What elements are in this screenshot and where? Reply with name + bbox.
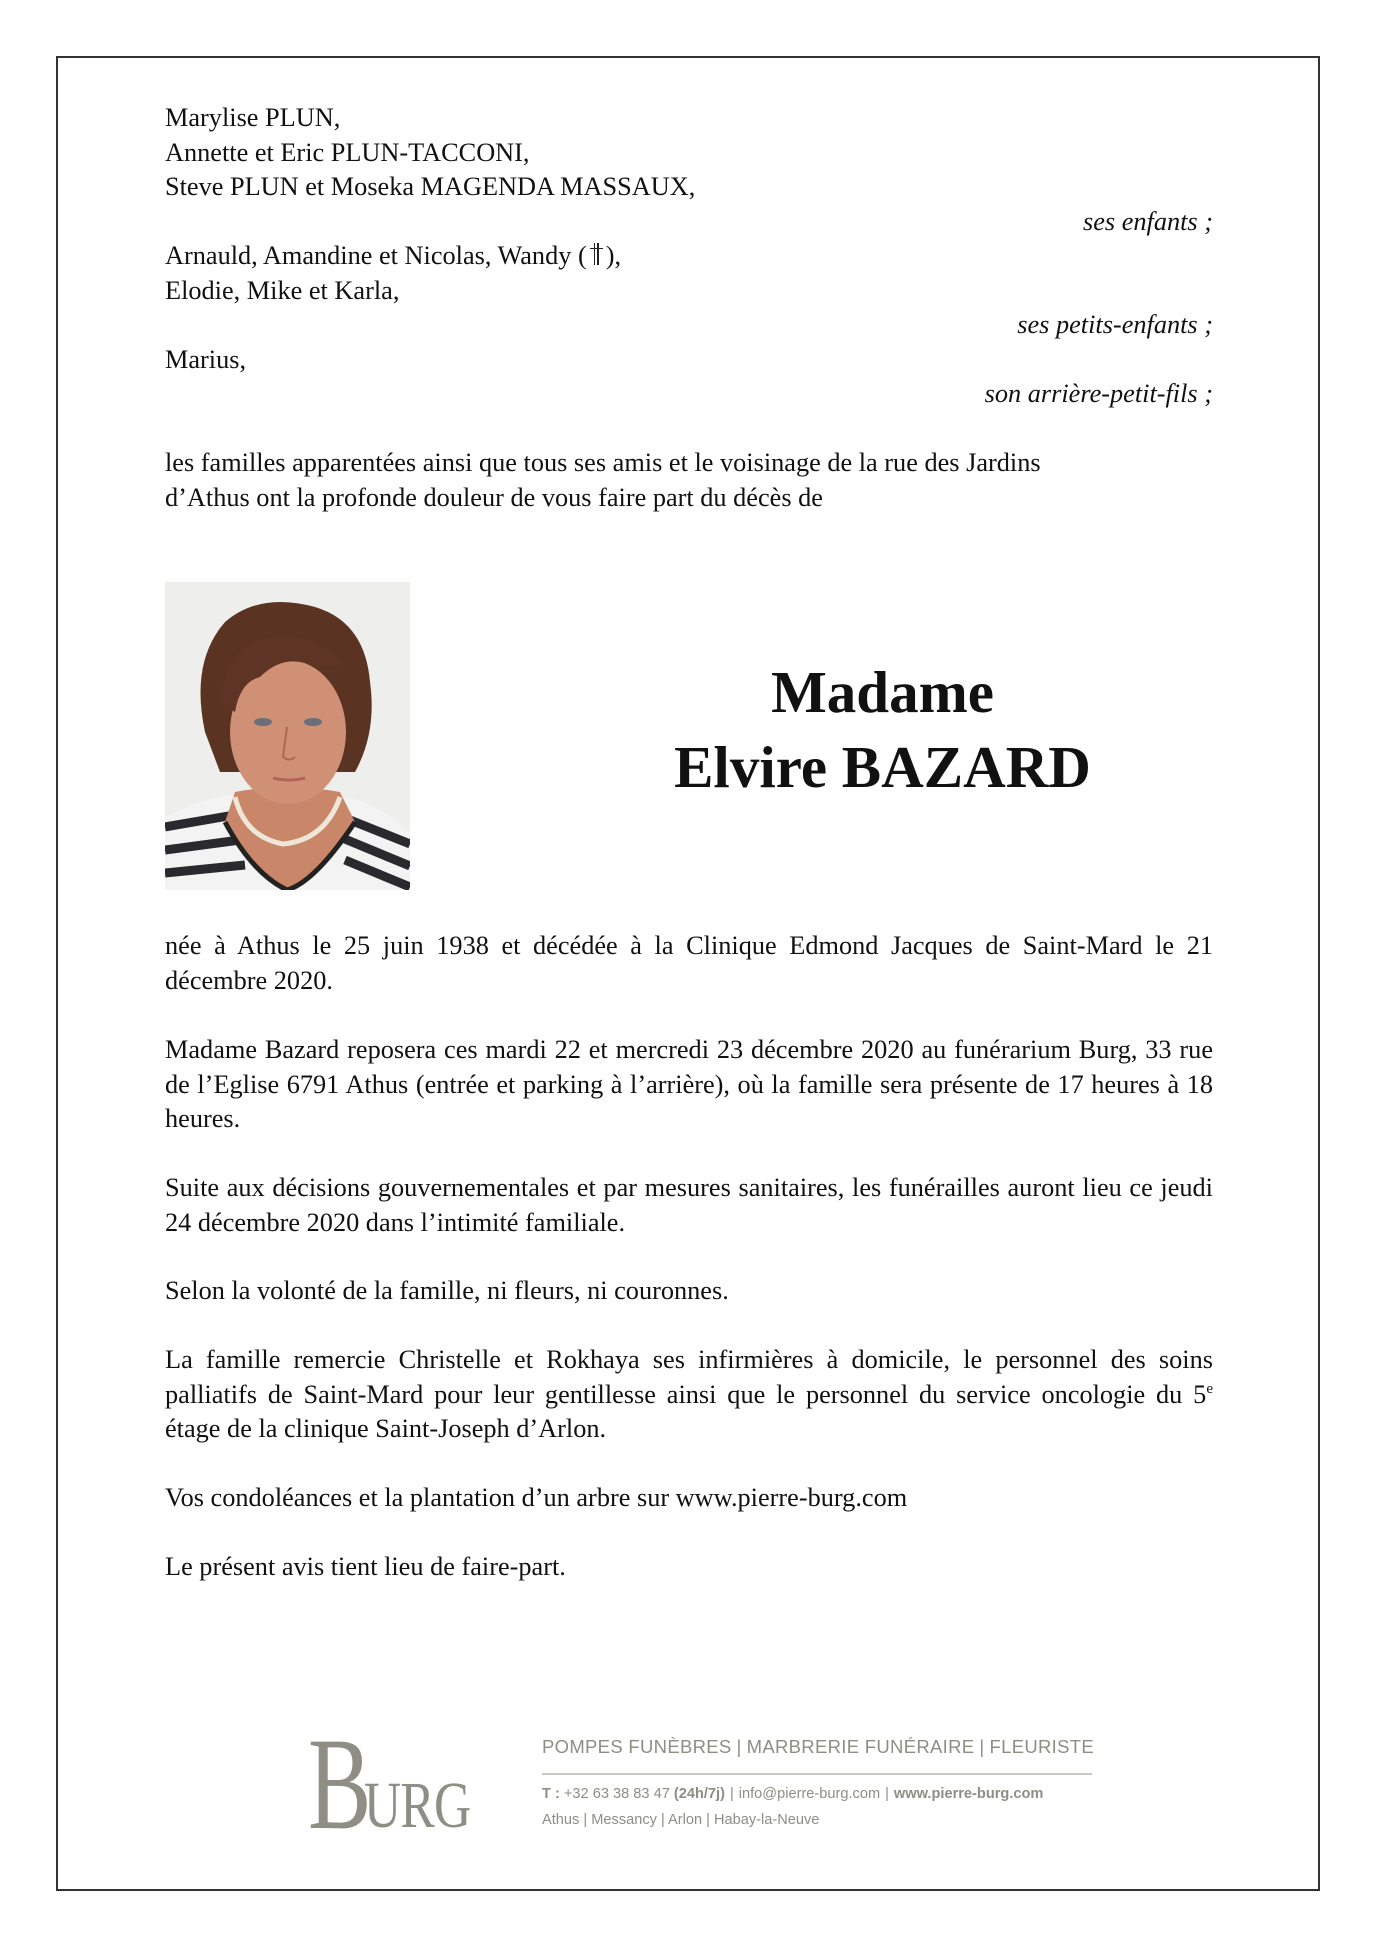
footer-divider [542, 1773, 1092, 1775]
intro-line: les familles apparentées ainsi que tous ses amis et le voisinage de la rue des Jardins [165, 448, 1041, 477]
great-grandchildren-label: son arrière-petit-fils ; [984, 379, 1213, 408]
ordinal-suffix: e [1206, 1380, 1213, 1397]
intro-text [165, 446, 1213, 515]
family-line: Marylise PLUN, [165, 103, 341, 132]
birth-death-paragraph: née à Athus le 25 juin 1938 et décédée à la Clinique Edmond Jacques de Saint-Mard le 21 décembre 2020. [165, 931, 1213, 995]
separator: | [736, 1736, 742, 1757]
phone-hours: (24h/7j) [673, 1786, 725, 1802]
thanks-text: La famille remercie Christelle et Rokhaya ses infirmières à domicile, le personnel des soins palliatifs de Saint-Mard pour leur gentillesse ainsi que le personnel du service oncologie du 5 [165, 1345, 1213, 1409]
family-line: Steve PLUN et Moseka MAGENDA MASSAUX, [165, 172, 696, 201]
phone-number: +32 63 38 83 47 [563, 1786, 670, 1802]
service-item: MARBRERIE FUNÉRAIRE [746, 1736, 975, 1757]
services-line [542, 1736, 1094, 1758]
double-cross-icon [589, 243, 604, 265]
condolences-paragraph: Vos condoléances et la plantation d’un arbre sur www.pierre-burg.com [165, 1483, 908, 1512]
thanks-paragraph [165, 1343, 1213, 1447]
intro-line: d’Athus ont la profonde douleur de vous faire part du décès de [165, 482, 823, 512]
logo-letters-urg: URG [364, 1769, 471, 1842]
family-line: Marius, [165, 344, 247, 374]
visitation-paragraph: Madame Bazard reposera ces mardi 22 et mercredi 23 décembre 2020 au funérarium Burg, 33 rue de l’Eglise 6791 Athus (entrée et parking à l’arrière), où la famille sera présente de 17 heures à 18 heures. [165, 1035, 1213, 1133]
separator: | [979, 1736, 985, 1757]
children-label: ses enfants ; [1082, 206, 1213, 236]
separator: | [885, 1786, 889, 1802]
phone-label: T : [542, 1786, 560, 1802]
notice-paragraph: Le présent avis tient lieu de faire-part. [165, 1552, 566, 1581]
service-item: FLEURISTE [989, 1736, 1094, 1757]
portrait-photo [165, 582, 410, 890]
burg-logo [308, 1710, 498, 1857]
email-link[interactable]: info@pierre-burg.com [738, 1786, 881, 1802]
thanks-text-end: étage de la clinique Saint-Joseph d’Arlon. [165, 1414, 607, 1443]
website-link[interactable]: www.pierre-burg.com [893, 1786, 1044, 1802]
deceased-name: Elvire BAZARD [674, 734, 1091, 800]
family-line: Annette et Eric PLUN-TACCONI, [165, 137, 530, 167]
locations-line: Athus | Messancy | Arlon | Habay-la-Neuve [542, 1812, 820, 1828]
deceased-name-block [560, 655, 1205, 805]
flowers-paragraph: Selon la volonté de la famille, ni fleurs, ni couronnes. [165, 1276, 729, 1305]
grandchildren-text-end: ), [605, 241, 622, 270]
logo-letter-b: B [308, 1710, 372, 1857]
grandchildren-label: ses petits-enfants ; [1017, 310, 1213, 339]
grandchildren-text: Arnauld, Amandine et Nicolas, Wandy ( [165, 241, 587, 270]
deceased-title: Madame [771, 659, 994, 725]
family-list [165, 101, 1213, 412]
service-item: POMPES FUNÈBRES [542, 1736, 732, 1757]
family-line [165, 239, 1213, 274]
family-line: Elodie, Mike et Karla, [165, 275, 400, 305]
separator: | [729, 1786, 734, 1802]
funeral-paragraph: Suite aux décisions gouvernementales et par mesures sanitaires, les funérailles auront lieu ce jeudi 24 décembre 2020 dans l’intimité familiale. [165, 1173, 1213, 1237]
contact-line [542, 1786, 1043, 1802]
